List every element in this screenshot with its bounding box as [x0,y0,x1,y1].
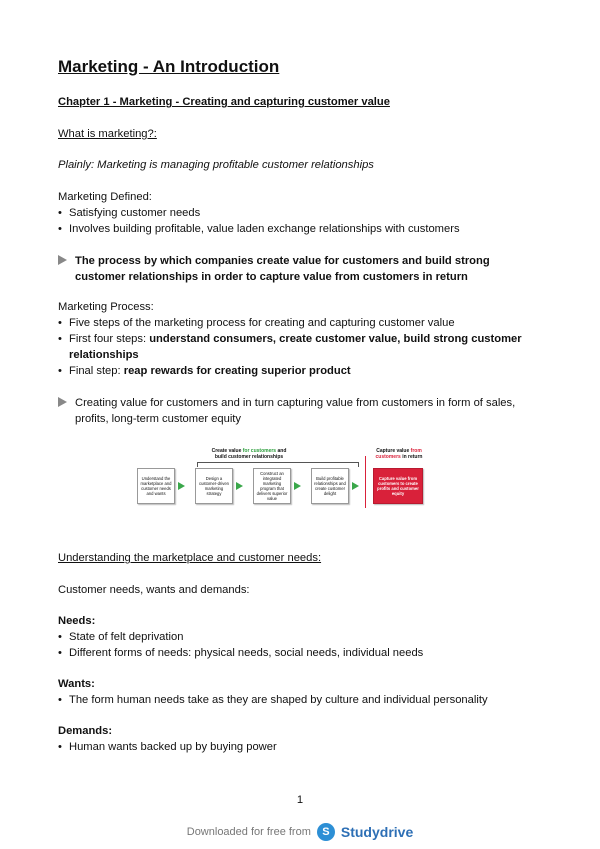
marketing-process-diagram [137,446,481,536]
needs-list [58,629,423,661]
list-item: • Final step: reap rewards for creating superior product [58,363,528,379]
studydrive-logo-icon: S [317,823,335,841]
callout-definition: The process by which companies create value for customers and build strong customer relationships in order to capture value from customers in return [58,253,538,285]
marketing-process-list [58,315,528,379]
process-step-5: Capture value from customers to create profits and customer equity [373,468,423,504]
list-item: • State of felt deprivation [58,629,423,645]
needs-wants-demands-heading: Customer needs, wants and demands: [58,584,250,596]
diagram-bracket [197,462,359,467]
demands-list [58,739,277,755]
list-item: • Human wants backed up by buying power [58,739,277,755]
list-item: • Different forms of needs: physical needs, social needs, individual needs [58,645,423,661]
diagram-header-create: Create value for customers and build customer relationships [211,448,287,460]
marketing-defined-list [58,205,460,237]
list-item: • The form human needs take as they are shaped by culture and individual personality [58,692,488,708]
diagram-header-capture: Capture value from customers in return [375,448,423,460]
process-step-3: Construct an integrated marketing program that delivers superior value [253,468,291,504]
studydrive-brand[interactable]: Studydrive [340,824,414,840]
needs-heading: Needs: [58,615,96,627]
plainly-definition: Plainly: Marketing is managing profitable customer relationships [58,159,374,171]
understanding-heading: Understanding the marketplace and customer needs: [58,552,322,564]
download-footer[interactable] [0,823,600,841]
list-item: • Involves building profitable, value laden exchange relationships with customers [58,221,460,237]
wants-heading: Wants: [58,678,95,690]
list-item: • Five steps of the marketing process for creating and capturing customer value [58,315,528,331]
callout-value: Creating value for customers and in turn capturing value from customers in form of sales, profits, long-term customer equity [58,395,538,427]
demands-heading: Demands: [58,725,113,737]
green-arrow-icon [294,482,301,490]
process-step-2: Design a customer-driven marketing strategy [195,468,233,504]
process-step-4: Build profitable relationships and create customer delight [311,468,349,504]
wants-list [58,692,488,708]
marketing-defined-heading: Marketing Defined: [58,191,152,203]
chapter-heading: Chapter 1 - Marketing - Creating and capturing customer value [58,96,390,108]
marketing-process-heading: Marketing Process: [58,301,154,313]
list-item: • Satisfying customer needs [58,205,460,221]
page-number: 1 [296,794,304,806]
document-title: Marketing - An Introduction [58,57,280,76]
green-arrow-icon [352,482,359,490]
process-step-1: Understand the marketplace and customer needs and wants [137,468,175,504]
green-arrow-icon [236,482,243,490]
what-is-marketing-heading: What is marketing?: [58,128,157,140]
triangle-arrow-icon [58,397,67,407]
green-arrow-icon [178,482,185,490]
footer-prefix: Downloaded for free from [186,826,311,838]
diagram-divider [365,456,366,508]
list-item: • First four steps: understand consumers, create customer value, build strong customer relationships [58,331,528,363]
triangle-arrow-icon [58,255,67,265]
